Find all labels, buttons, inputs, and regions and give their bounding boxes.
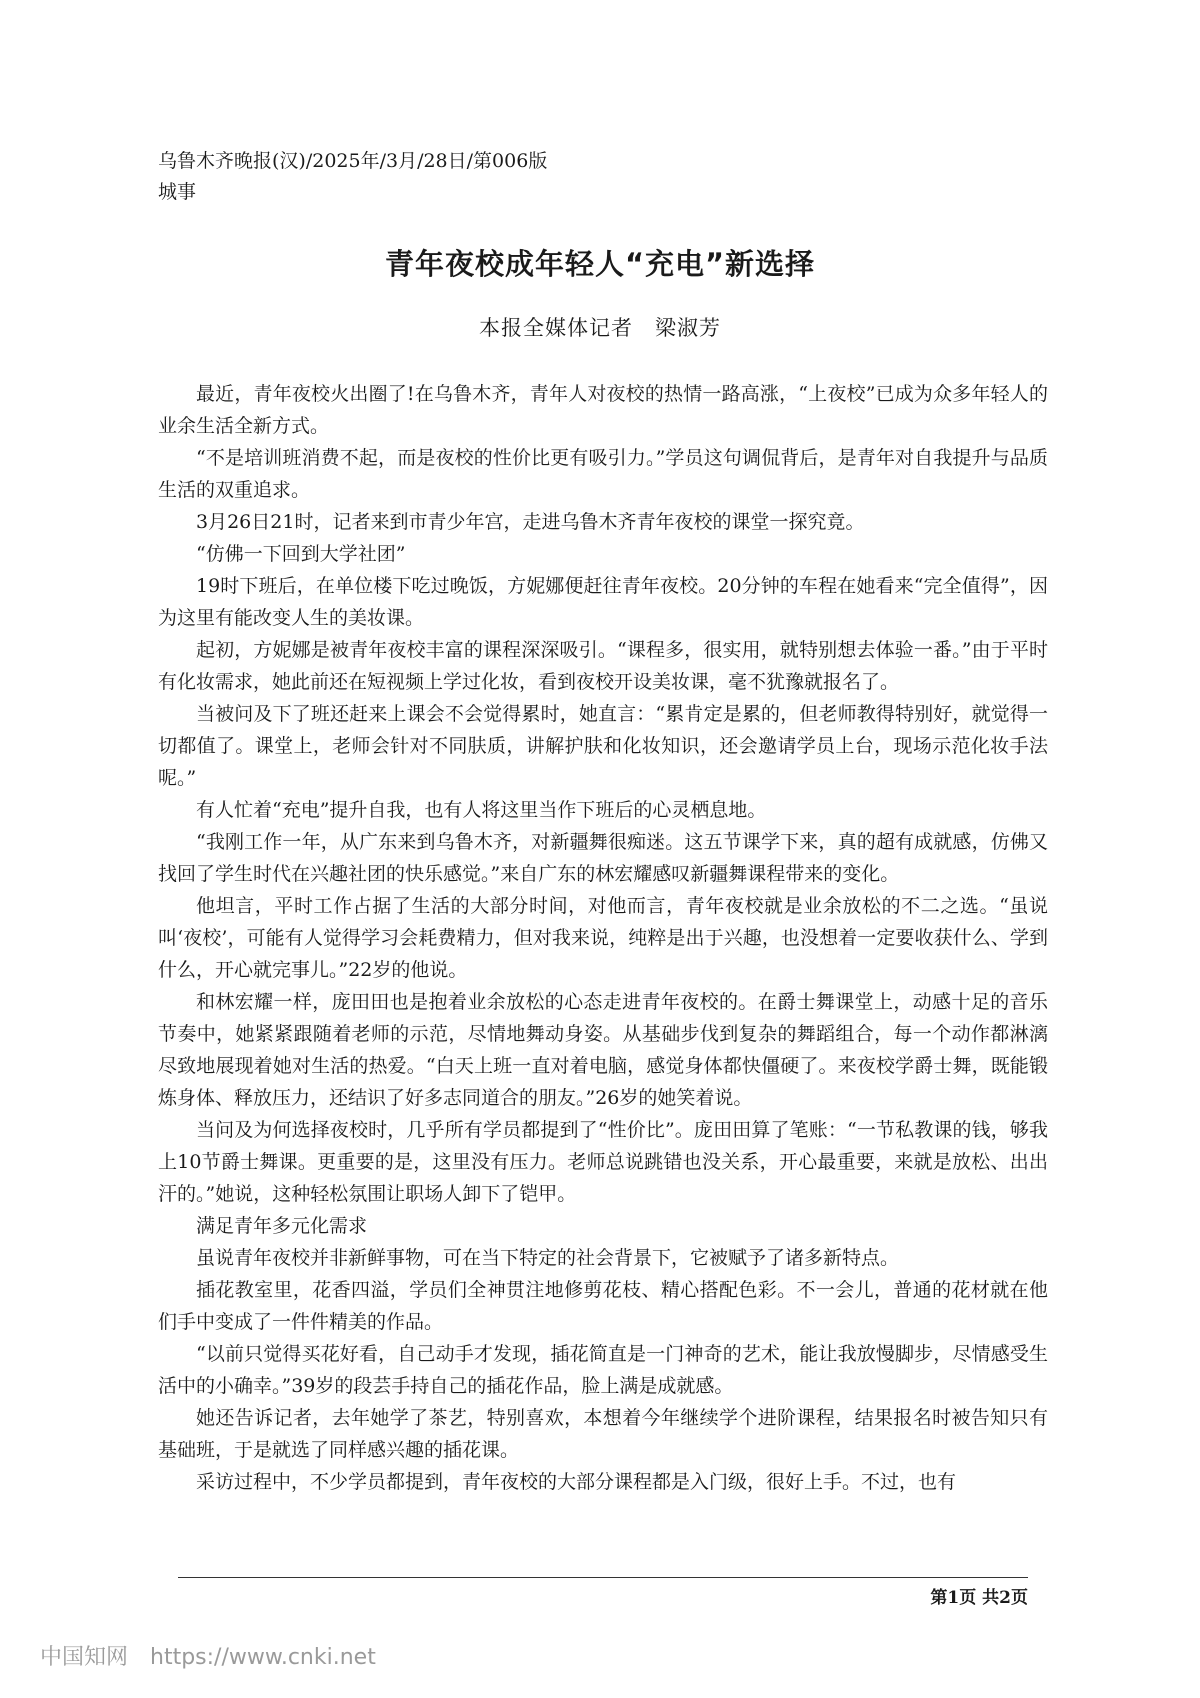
article-title: 青年夜校成年轻人“充电”新选择 [384, 247, 816, 281]
article-byline: 本报全媒体记者 梁淑芳 [479, 316, 721, 340]
article-paragraph: 虽说青年夜校并非新鲜事物，可在当下特定的社会背景下，它被赋予了诸多新特点。 [196, 1247, 900, 1269]
article-paragraph: 最近，青年夜校火出圈了!在乌鲁木齐，青年人对夜校的热情一路高涨，“上夜校”已成为众多年轻人的业余生活全新方式。 [158, 383, 1048, 437]
article-paragraph: 19时下班后，在单位楼下吃过晚饭，方妮娜便赶往青年夜校。20分钟的车程在她看来“完全值得”，因为这里有能改变人生的美妆课。 [158, 575, 1048, 629]
article-paragraph: 她还告诉记者，去年她学了茶艺，特别喜欢，本想着今年继续学个进阶课程，结果报名时被告知只有基础班，于是就选了同样感兴趣的插花课。 [158, 1407, 1048, 1461]
article-paragraph: 满足青年多元化需求 [196, 1215, 368, 1237]
footer-divider [178, 1577, 1028, 1578]
article-paragraph: “不是培训班消费不起，而是夜校的性价比更有吸引力。”学员这句调侃背后，是青年对自我提升与品质生活的双重追求。 [158, 447, 1048, 501]
article-paragraph: 和林宏耀一样，庞田田也是抱着业余放松的心态走进青年夜校的。在爵士舞课堂上，动感十足的音乐节奏中，她紧紧跟随着老师的示范，尽情地舞动身姿。从基础步伐到复杂的舞蹈组合，每一个动作都淋漓尽致地展现着她对生活的热爱。“白天上班一直对着电脑，感觉身体都快僵硬了。来夜校学爵士舞，既能锻炼身体、释放压力，还结识了好多志同道合的朋友。”26岁的她笑着说。 [158, 991, 1048, 1109]
article-paragraph: 有人忙着“充电”提升自我，也有人将这里当作下班后的心灵栖息地。 [196, 799, 767, 821]
article-paragraph: 采访过程中，不少学员都提到，青年夜校的大部分课程都是入门级，很好上手。不过，也有 [196, 1471, 957, 1493]
article-paragraph: 当问及为何选择夜校时，几乎所有学员都提到了“性价比”。庞田田算了笔账：“一节私教课的钱，够我上10节爵士舞课。更重要的是，这里没有压力。老师总说跳错也没关系，开心最重要，来就是放松、出出汗的。”她说，这种轻松氛围让职场人卸下了铠甲。 [158, 1119, 1048, 1205]
article-paragraph: 他坦言，平时工作占据了生活的大部分时间，对他而言，青年夜校就是业余放松的不二之选。“虽说叫‘夜校’，可能有人觉得学习会耗费精力，但对我来说，纯粹是出于兴趣，也没想着一定要收获什么、学到什么，开心就完事儿。”22岁的他说。 [158, 895, 1048, 981]
article-paragraph: 插花教室里，花香四溢，学员们全神贯注地修剪花枝、精心搭配色彩。不一会儿，普通的花材就在他们手中变成了一件件精美的作品。 [158, 1279, 1048, 1333]
article-paragraph: 起初，方妮娜是被青年夜校丰富的课程深深吸引。“课程多，很实用，就特别想去体验一番。”由于平时有化妆需求，她此前还在短视频上学过化妆，看到夜校开设美妆课，毫不犹豫就报名了。 [158, 639, 1048, 693]
article-paragraph: “仿佛一下回到大学社团” [196, 543, 406, 565]
watermark-brand: 中国知网 [40, 1645, 129, 1670]
source-line: 乌鲁木齐晚报(汉)/2025年/3月/28日/第006版 [158, 150, 548, 172]
article-paragraph: 当被问及下了班还赶来上课会不会觉得累时，她直言：“累肯定是累的，但老师教得特别好，就觉得一切都值了。课堂上，老师会针对不同肤质，讲解护肤和化妆知识，还会邀请学员上台，现场示范化妆手法呢。” [158, 703, 1048, 789]
cnki-watermark [40, 1640, 376, 1671]
article-body [158, 378, 1048, 1498]
section-label: 城事 [158, 181, 197, 203]
article-paragraph: “我刚工作一年，从广东来到乌鲁木齐，对新疆舞很痴迷。这五节课学下来，真的超有成就感，仿佛又找回了学生时代在兴趣社团的快乐感觉。”来自广东的林宏耀感叹新疆舞课程带来的变化。 [158, 831, 1048, 885]
header-meta [158, 146, 547, 208]
article-paragraph: “以前只觉得买花好看，自己动手才发现，插花简直是一门神奇的艺术，能让我放慢脚步，尽情感受生活中的小确幸。”39岁的段芸手持自己的插花作品，脸上满是成就感。 [158, 1343, 1048, 1397]
watermark-url[interactable]: https://www.cnki.net [150, 1645, 376, 1670]
article-paragraph: 3月26日21时，记者来到市青少年宫，走进乌鲁木齐青年夜校的课堂一探究竟。 [196, 511, 865, 533]
page-number: 第1页 共2页 [930, 1588, 1028, 1608]
